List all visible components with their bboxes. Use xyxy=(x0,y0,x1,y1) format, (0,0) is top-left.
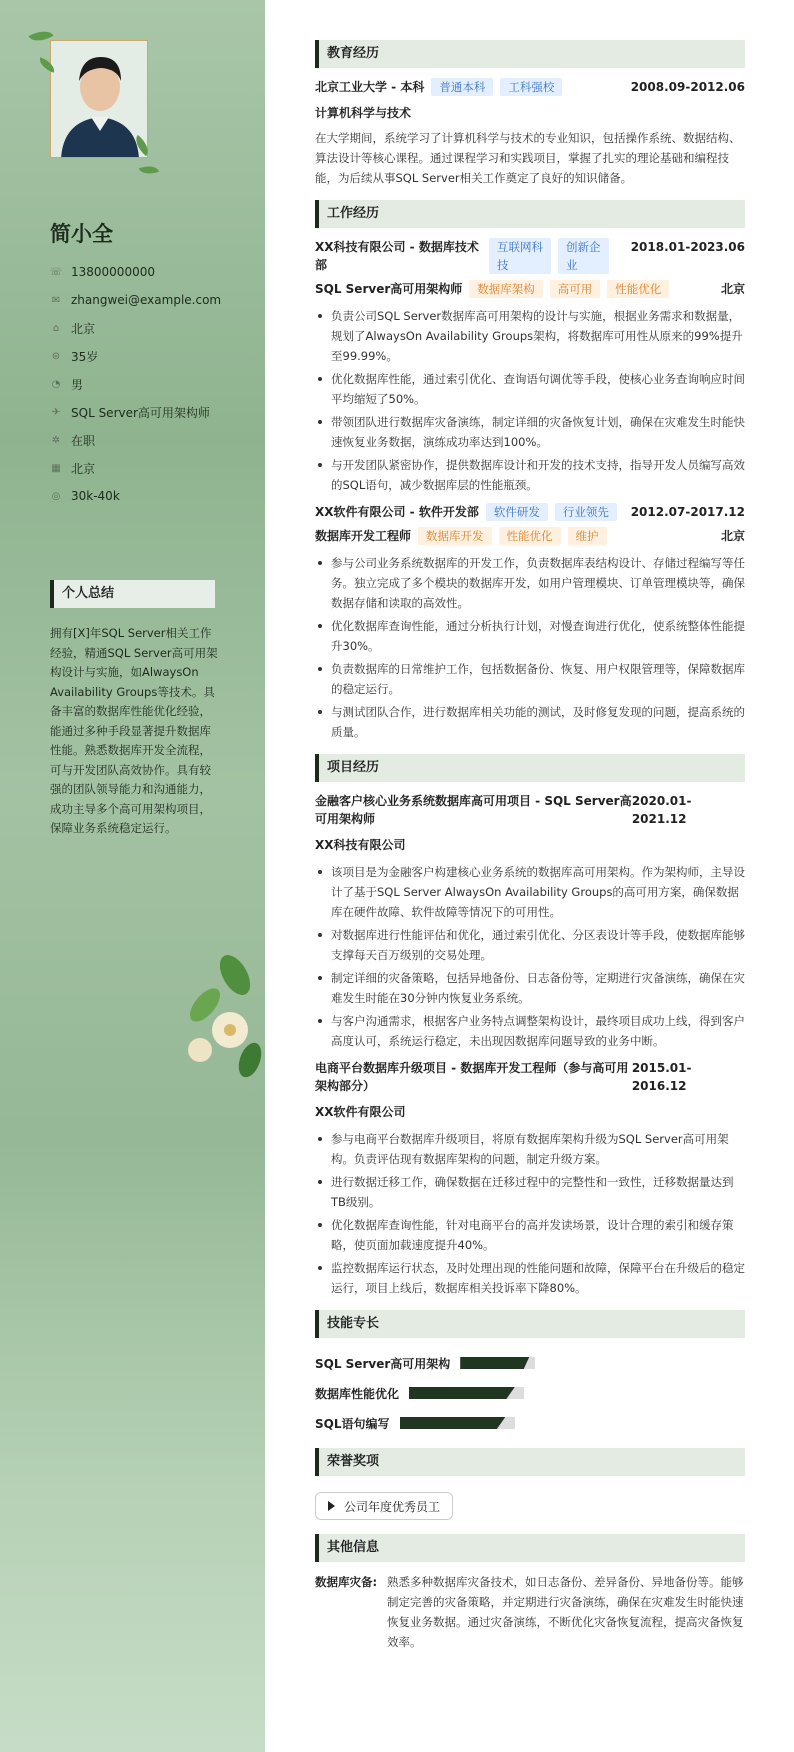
summary-title: 个人总结 xyxy=(50,580,215,608)
skill-item: SQL Server高可用架构 xyxy=(315,1348,535,1378)
list-item: 带领团队进行数据库灾备演练，制定详细的灾备恢复计划，确保在灾难发生时能快速恢复业务数据，演练成功率达到100%。 xyxy=(315,412,745,452)
home-icon: ⌂ xyxy=(52,322,60,334)
avatar xyxy=(50,40,148,158)
projects-title: 项目经历 xyxy=(315,754,745,782)
awards-title: 荣誉奖项 xyxy=(315,1448,745,1476)
major: 计算机科学与技术 xyxy=(315,106,412,120)
job-icon: ✈ xyxy=(51,406,61,418)
role-tag: 性能优化 xyxy=(499,527,561,545)
skill-item: SQL语句编写 xyxy=(315,1408,515,1438)
project-bullets xyxy=(315,862,745,1051)
flower-decoration xyxy=(175,935,265,1085)
education-date: 2008.09-2012.06 xyxy=(630,80,745,94)
phone-icon: ☏ xyxy=(49,266,63,278)
list-item: 参与公司业务系统数据库的开发工作，负责数据库表结构设计、存储过程编写等任务。独立完成了多个模块的数据库开发，如用户管理模块、订单管理模块等，确保数据存储和读取的高效性。 xyxy=(315,553,745,613)
project-bullets xyxy=(315,1129,745,1298)
work-location: 北京 xyxy=(720,529,745,543)
work-title: 工作经历 xyxy=(315,200,745,228)
city-icon: ▦ xyxy=(51,462,61,474)
age-icon: ⊜ xyxy=(51,350,61,362)
info-row: ◎ 30k-40k xyxy=(51,489,120,503)
skill-item: 数据库性能优化 xyxy=(315,1378,524,1408)
company-tag: 行业领先 xyxy=(555,503,617,521)
leaf-decoration xyxy=(139,162,159,178)
triangle-icon xyxy=(328,1501,335,1511)
info-row: ⌂ 北京 xyxy=(50,314,250,342)
school-tag: 工科强校 xyxy=(500,78,562,96)
education-header xyxy=(315,78,745,96)
candidate-name: 简小全 xyxy=(50,222,113,246)
list-item: 优化数据库查询性能，通过分析执行计划，对慢查询进行优化，使系统整体性能提升30%。 xyxy=(315,616,745,656)
info-row: ✲ 在职 xyxy=(51,433,96,448)
project-company: XX软件有限公司 xyxy=(315,1105,406,1119)
list-item: 制定详细的灾备策略，包括异地备份、日志备份等，定期进行灾备演练，确保在灾难发生时能在30分钟内恢复业务系统。 xyxy=(315,968,745,1008)
award-item: 公司年度优秀员工 xyxy=(315,1492,453,1520)
skill-bar-fill xyxy=(460,1357,529,1369)
education-desc: 在大学期间，系统学习了计算机科学与技术的专业知识，包括操作系统、数据结构、算法设计等核心课程。通过课程学习和实践项目，掌握了扎实的理论基础和编程技能，为后续从事SQL Server相关工作奠定了良好的知识储备。 xyxy=(315,131,741,185)
project-item xyxy=(315,792,745,1051)
info-row: ✈ SQL Server高可用架构师 xyxy=(51,405,210,420)
list-item: 与客户沟通需求，根据客户业务特点调整架构设计，最终项目成功上线，得到客户高度认可，系统运行稳定，未出现因数据库问题导致的业务中断。 xyxy=(315,1011,745,1051)
list-item: 进行数据迁移工作，确保数据在迁移过程中的完整性和一致性，迁移数据量达到TB级别。 xyxy=(315,1172,745,1212)
other-key: 数据库灾备: xyxy=(315,1575,378,1589)
company-tag: 互联网科 技 xyxy=(489,238,551,274)
company-name: XX科技有限公司 - 数据库技术 部 xyxy=(315,240,479,272)
role-tag: 维护 xyxy=(568,527,607,545)
work-item xyxy=(315,503,745,742)
role-tag: 数据库开发 xyxy=(418,527,492,545)
list-item: 参与电商平台数据库升级项目，将原有数据库架构升级为SQL Server高可用架构。负责评估现有数据库架构的问题，制定升级方案。 xyxy=(315,1129,745,1169)
work-bullets xyxy=(315,306,745,495)
project-name: 金融客户核心业务系统数据库高可用项目 - SQL Server高 可用架构师 xyxy=(315,794,632,826)
list-item: 与开发团队紧密协作，提供数据库设计和开发的技术支持，指导开发人员编写高效的SQL语句，减少数据库层的性能瓶颈。 xyxy=(315,455,745,495)
other-value: 熟悉多种数据库灾备技术，如日志备份、差异备份、异地备份等。能够制定完善的灾备策略，并定期进行灾备演练，确保在灾难发生时能快速恢复业务数据。通过灾备演练，不断优化灾备恢复流程，提高灾备恢复效率。 xyxy=(387,1575,744,1649)
school-name: 北京工业大学 - 本科 xyxy=(315,80,425,94)
sidebar xyxy=(0,0,265,1752)
list-item: 负责公司SQL Server数据库高可用架构的设计与实施，根据业务需求和数据量，规划了AlwaysOn Availability Groups架构，将数据库可用性从原来的99%提升至99.99%。 xyxy=(315,306,745,366)
list-item: 该项目是为金融客户构建核心业务系统的数据库高可用架构。作为架构师，主导设计了基于SQL Server AlwaysOn Availability Groups的高可用方案，确保数据库在硬件故障、软件故障等情况下的可用性。 xyxy=(315,862,745,922)
school-tag: 普通本科 xyxy=(431,78,493,96)
status-icon: ✲ xyxy=(51,434,61,446)
role-title: 数据库开发工程师 xyxy=(315,529,412,543)
skill-bar-fill xyxy=(409,1387,515,1399)
project-date: 2015.01-2016.12 xyxy=(631,1061,692,1093)
role-tag: 性能优化 xyxy=(607,280,669,298)
project-company: XX科技有限公司 xyxy=(315,838,406,852)
list-item: 负责数据库的日常维护工作，包括数据备份、恢复、用户权限管理等，保障数据库的稳定运行。 xyxy=(315,659,745,699)
role-tag: 数据库架构 xyxy=(469,280,543,298)
info-row: ◔ 男 xyxy=(51,377,84,392)
info-row: ⊜ 35岁 xyxy=(51,349,99,364)
work-location: 北京 xyxy=(720,282,745,296)
skills-list xyxy=(315,1348,745,1438)
info-row: ☏ 13800000000 xyxy=(49,265,155,279)
role-title: SQL Server高可用架构师 xyxy=(315,282,463,296)
work-date: 2012.07-2017.12 xyxy=(630,505,745,519)
project-item xyxy=(315,1059,745,1298)
role-tag: 高可用 xyxy=(550,280,601,298)
list-item: 对数据库进行性能评估和优化，通过索引优化、分区表设计等手段，使数据库能够支撑每天百万级别的交易处理。 xyxy=(315,925,745,965)
main-content xyxy=(315,40,745,1652)
other-info xyxy=(315,1572,745,1652)
company-name: XX软件有限公司 - 软件开发部 xyxy=(315,505,479,519)
project-name: 电商平台数据库升级项目 - 数据库开发工程师（参与高可用 架构部分） xyxy=(315,1061,629,1093)
work-date: 2018.01-2023.06 xyxy=(630,240,745,254)
contact-info xyxy=(50,258,250,510)
other-title: 其他信息 xyxy=(315,1534,745,1562)
skills-title: 技能专长 xyxy=(315,1310,745,1338)
skill-bar xyxy=(400,1417,515,1429)
education-title: 教育经历 xyxy=(315,40,745,68)
salary-icon: ◎ xyxy=(51,490,61,502)
skill-bar-fill xyxy=(400,1417,506,1429)
work-bullets xyxy=(315,553,745,742)
skill-bar xyxy=(460,1357,535,1369)
gender-icon: ◔ xyxy=(51,378,61,390)
company-tag: 软件研发 xyxy=(486,503,548,521)
mail-icon: ✉ xyxy=(51,294,61,306)
skill-bar xyxy=(409,1387,524,1399)
list-item: 与测试团队合作，进行数据库相关功能的测试，及时修复发现的问题，提高系统的质量。 xyxy=(315,702,745,742)
info-row: ✉ zhangwei@example.com xyxy=(51,293,222,307)
list-item: 监控数据库运行状态，及时处理出现的性能问题和故障，保障平台在升级后的稳定运行，项目上线后，数据库相关投诉率下降80%。 xyxy=(315,1258,745,1298)
list-item: 优化数据库查询性能，针对电商平台的高并发读场景，设计合理的索引和缓存策略，使页面加载速度提升40%。 xyxy=(315,1215,745,1255)
project-date: 2020.01-2021.12 xyxy=(631,794,692,826)
work-item xyxy=(315,238,745,495)
summary-text: 拥有[X]年SQL Server相关工作经验，精通SQL Server高可用架构设计与实施，如AlwaysOn Availability Groups等技术。具备丰富的数据库性能优化经验，能通过多种手段显著提升数据库性能。熟悉数据库开发全流程，可与开发团队高效协作。具有较强的团队领导能力和沟通能力，成功主导多个高可用架构项目，保障业务系统稳定运行。 xyxy=(50,626,218,835)
list-item: 优化数据库性能，通过索引优化、查询语句调优等手段，使核心业务查询响应时间平均缩短了50%。 xyxy=(315,369,745,409)
info-row: ▦ 北京 xyxy=(51,461,96,476)
company-tag: 创新企 业 xyxy=(558,238,609,274)
